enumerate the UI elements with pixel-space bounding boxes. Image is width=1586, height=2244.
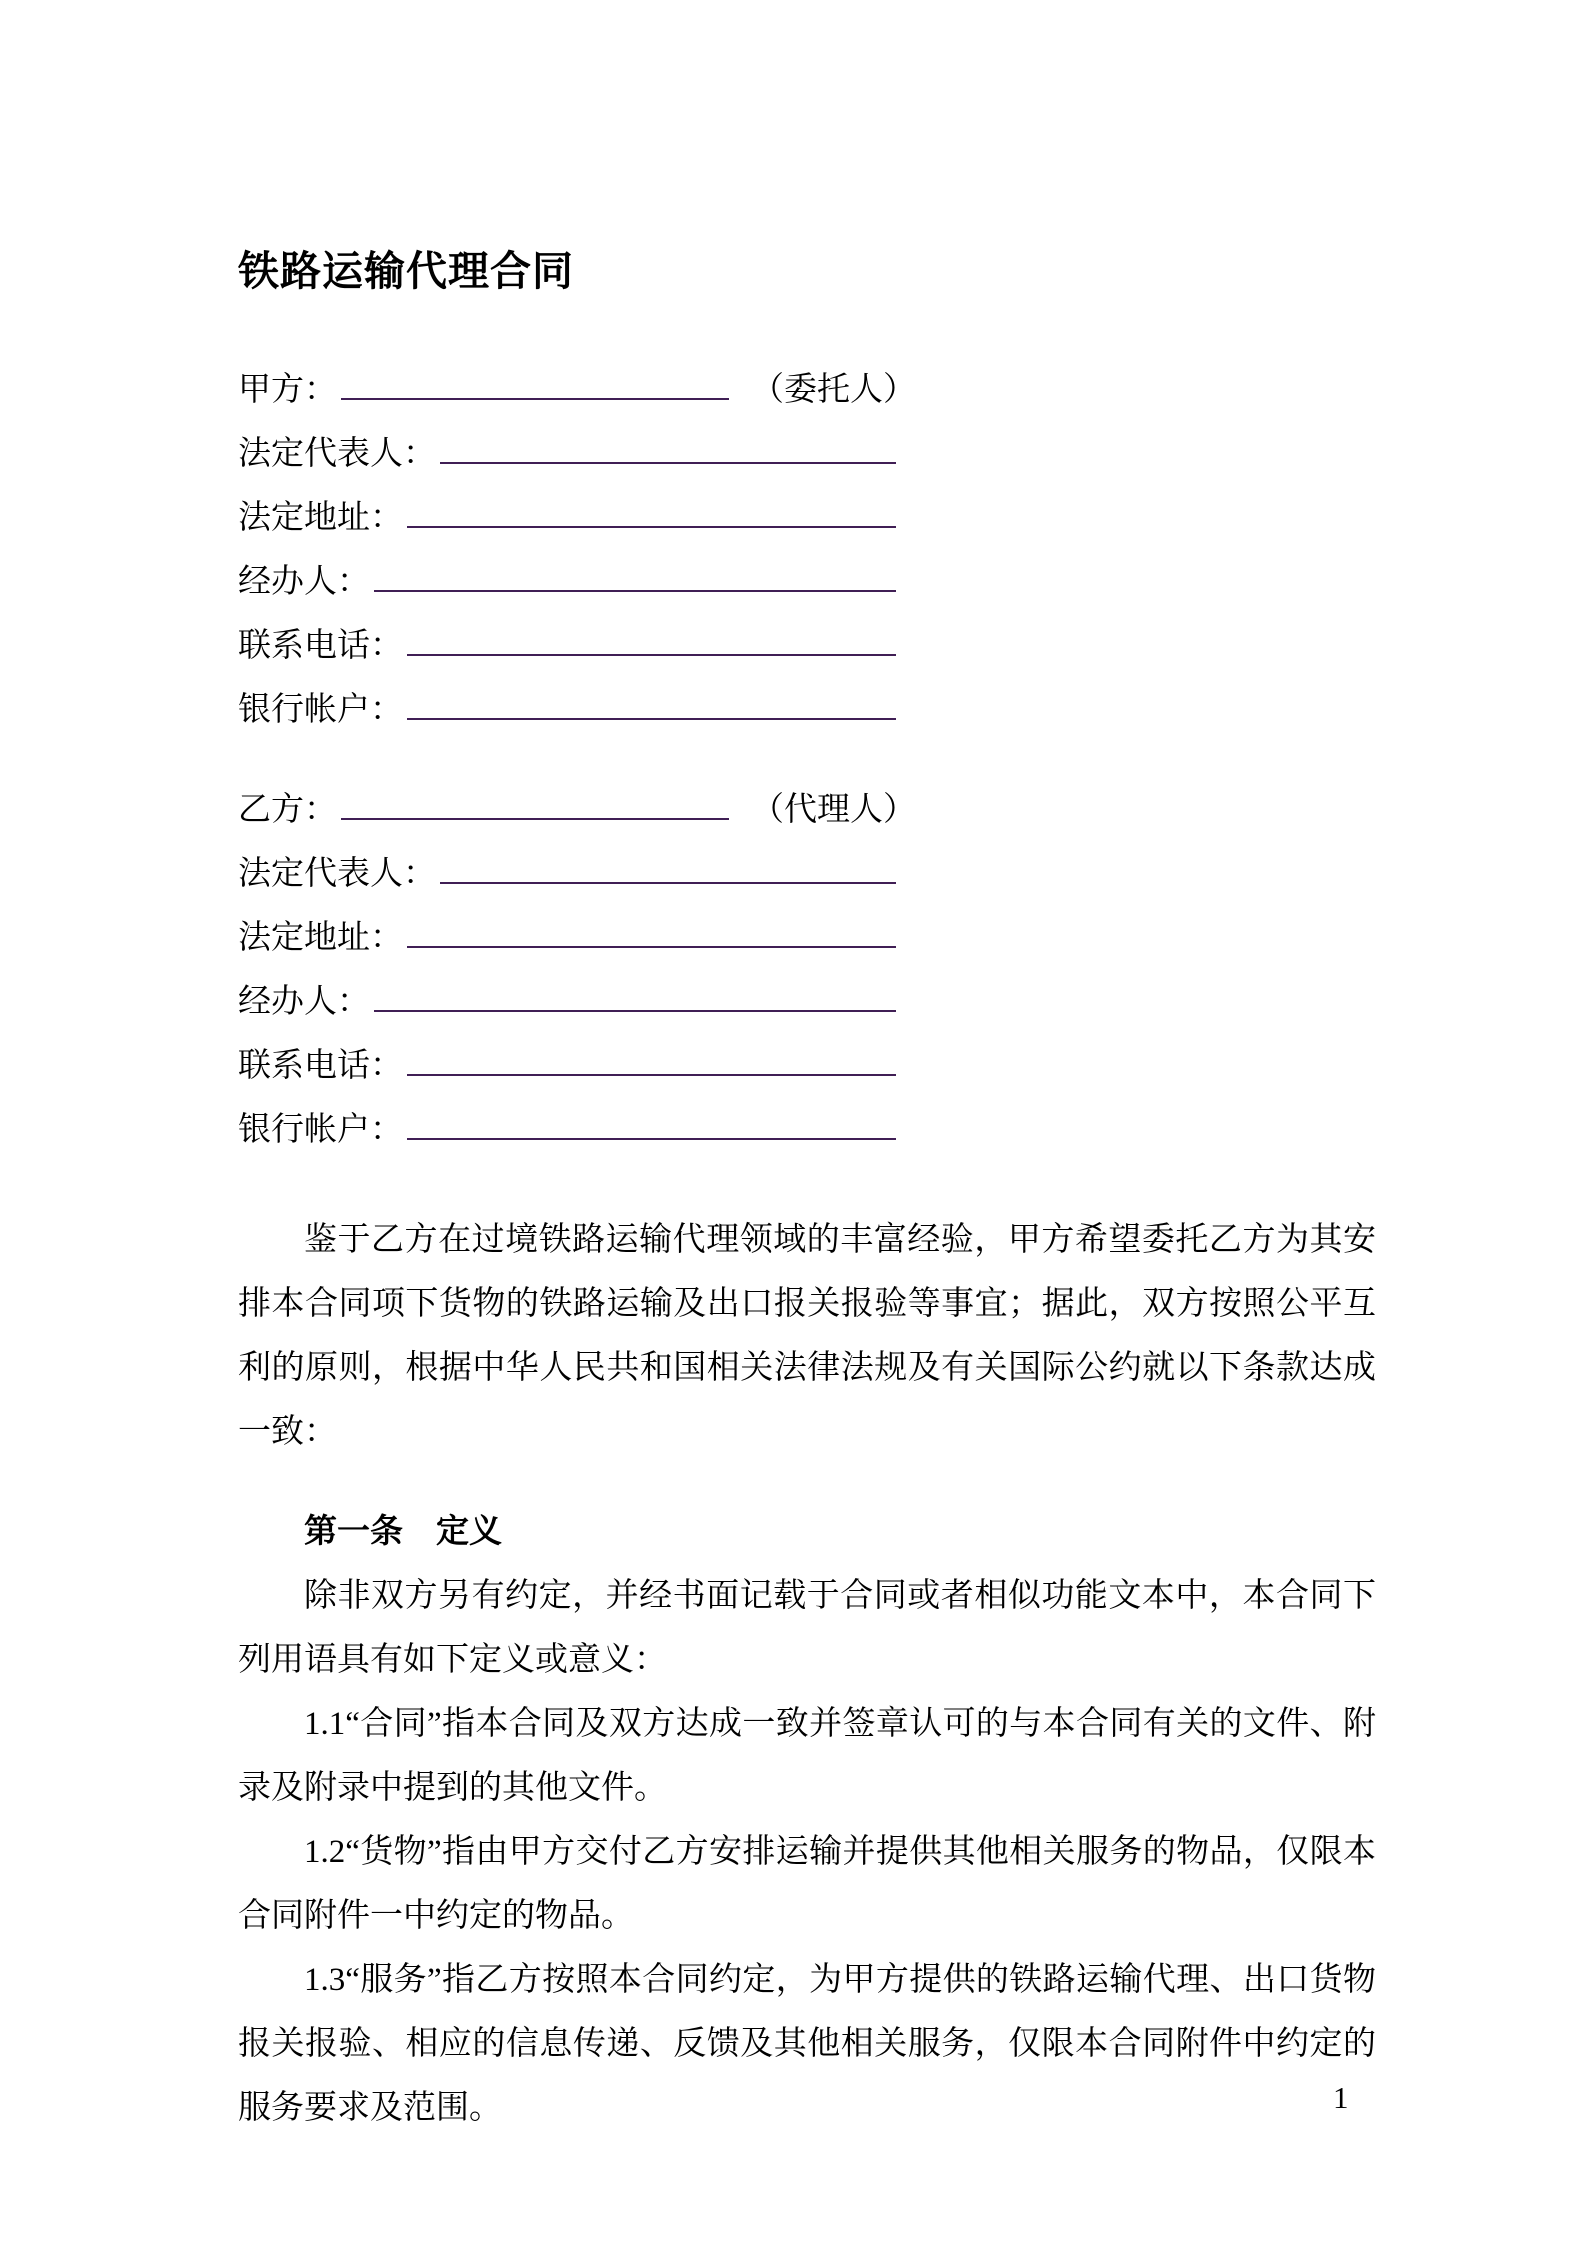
blank-line (407, 1034, 896, 1076)
field-row-legal-representative (238, 422, 1376, 486)
blank-line (374, 550, 896, 592)
clause-1-3: 1.3“服务”指乙方按照本合同约定，为甲方提供的铁路运输代理、出口货物报关报验、相应的信息传递、反馈及其他相关服务，仅限本合同附件中约定的服务要求及范围。 (238, 1962, 1376, 2126)
field-label: 法定地址： (238, 500, 403, 536)
field-label: 联系电话： (238, 628, 403, 664)
field-row-bank-account (238, 678, 1376, 742)
page-number: 1 (1333, 2080, 1349, 2115)
article-1-heading: 第一条 定义 (304, 1514, 502, 1550)
field-label: 联系电话： (238, 1048, 403, 1084)
field-row-party-b-name (238, 778, 1376, 842)
blank-line (440, 422, 896, 464)
field-row-legal-address (238, 486, 1376, 550)
field-row-handler (238, 970, 1376, 1034)
article-1-intro: 除非双方另有约定，并经书面记载于合同或者相似功能文本中，本合同下列用语具有如下定义或意义： (238, 1578, 1376, 1678)
field-row-legal-representative (238, 842, 1376, 906)
field-label: 甲方： (238, 372, 337, 408)
clause-1-1: 1.1“合同”指本合同及双方达成一致并签章认可的与本合同有关的文件、附录及附录中提到的其他文件。 (238, 1706, 1376, 1806)
field-label: 银行帐户： (238, 1112, 403, 1148)
field-label: 法定代表人： (238, 436, 436, 472)
blank-line (374, 970, 896, 1012)
blank-line (341, 778, 729, 820)
field-row-bank-account (238, 1098, 1376, 1162)
preamble-paragraph: 鉴于乙方在过境铁路运输代理领域的丰富经验，甲方希望委托乙方为其安排本合同项下货物的铁路运输及出口报关报验等事宜；据此，双方按照公平互利的原则，根据中华人民共和国相关法律法规及有关国际公约就以下条款达成一致： (238, 1222, 1376, 1450)
clause-1-2: 1.2“货物”指由甲方交付乙方安排运输并提供其他相关服务的物品，仅限本合同附件一中约定的物品。 (238, 1834, 1376, 1934)
party-a-fields (238, 358, 1376, 742)
field-label: 经办人： (238, 564, 370, 600)
blank-line (440, 842, 896, 884)
blank-line (407, 614, 896, 656)
party-role-suffix: （代理人） (751, 792, 916, 828)
document-title: 铁路运输代理合同 (238, 248, 574, 294)
field-row-handler (238, 550, 1376, 614)
field-label: 法定代表人： (238, 856, 436, 892)
party-role-suffix: （委托人） (751, 372, 916, 408)
field-label: 经办人： (238, 984, 370, 1020)
field-label: 乙方： (238, 792, 337, 828)
party-b-fields (238, 778, 1376, 1162)
blank-line (407, 678, 896, 720)
field-row-phone (238, 614, 1376, 678)
field-label: 法定地址： (238, 920, 403, 956)
blank-line (407, 906, 896, 948)
field-row-party-a-name (238, 358, 1376, 422)
blank-line (341, 358, 729, 400)
blank-line (407, 486, 896, 528)
blank-line (407, 1098, 896, 1140)
field-row-phone (238, 1034, 1376, 1098)
field-label: 银行帐户： (238, 692, 403, 728)
field-row-legal-address (238, 906, 1376, 970)
